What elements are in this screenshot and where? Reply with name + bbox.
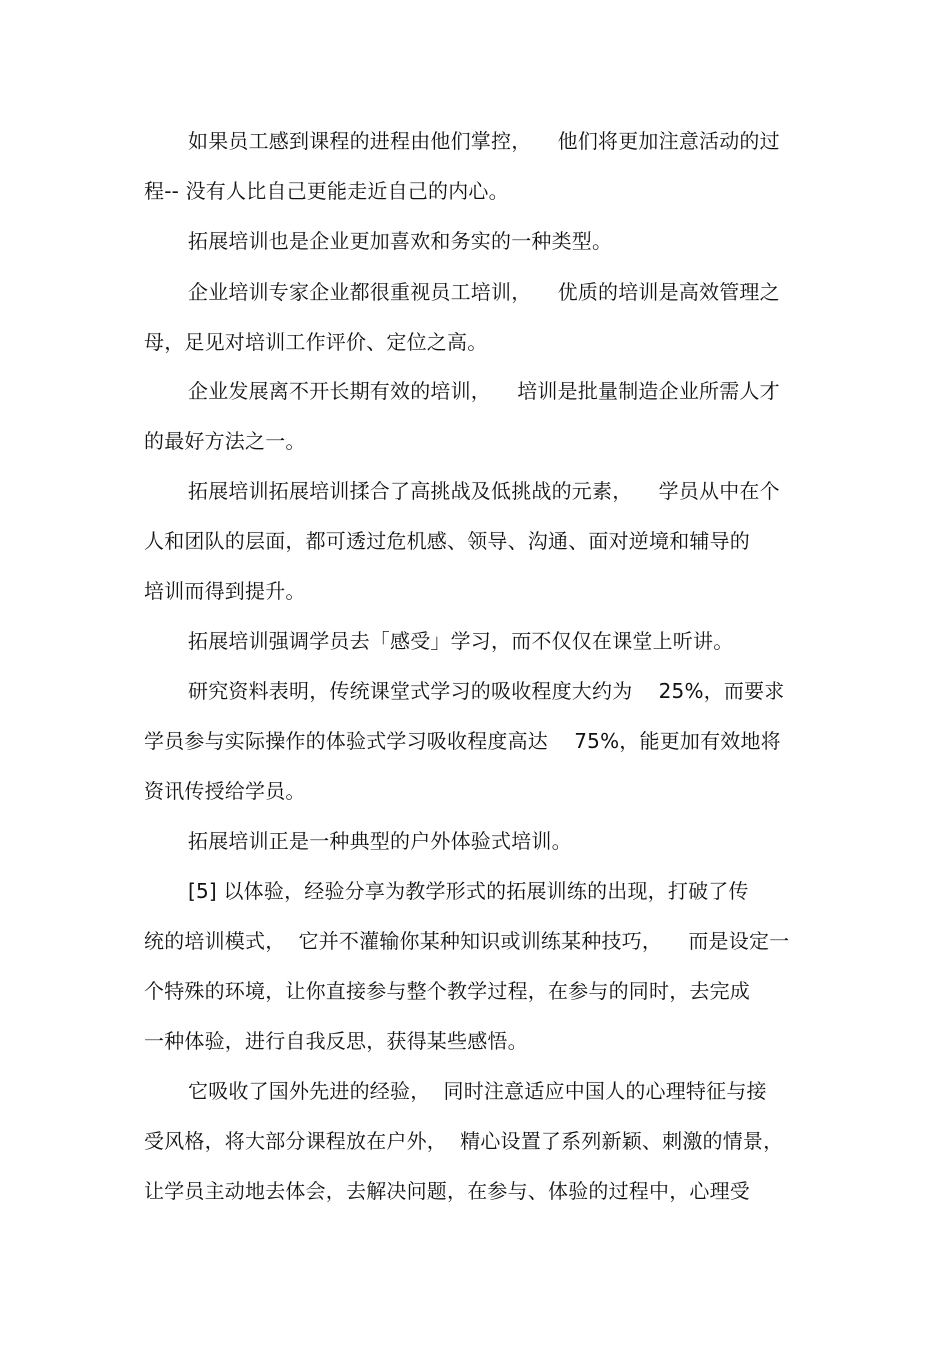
text-line: 拓展培训拓展培训揉合了高挑战及低挑战的元素， 学员从中在个 [188,479,780,503]
text-line: 让学员主动地去体会，去解决问题，在参与、体验的过程中，心理受 [144,1179,750,1203]
text-line: 企业培训专家企业都很重视员工培训， 优质的培训是高效管理之 [188,280,780,304]
text-line: 拓展培训也是企业更加喜欢和务实的一种类型。 [188,229,613,253]
text-line: 一种体验，进行自我反思，获得某些感悟。 [144,1029,528,1053]
text-line: 它吸收了国外先进的经验， 同时注意适应中国人的心理特征与接 [188,1079,767,1103]
text-line: 统的培训模式， 它并不灌输你某种知识或训练某种技巧， 而是设定一 [144,929,790,953]
text-line: 企业发展离不开长期有效的培训， 培训是批量制造企业所需人才 [188,379,780,403]
text-line: 的最好方法之一。 [144,429,306,453]
text-line: 培训而得到提升。 [144,579,306,603]
text-line: 人和团队的层面，都可透过危机感、领导、沟通、面对逆境和辅导的 [144,529,750,553]
text-line: 母，足见对培训工作评价、定位之高。 [144,330,488,354]
text-line: 研究资料表明，传统课堂式学习的吸收程度大约为 25%，而要求 [188,679,785,703]
text-line: 如果员工感到课程的进程由他们掌控， 他们将更加注意活动的过 [188,129,780,153]
text-line: 拓展培训正是一种典型的户外体验式培训。 [188,829,572,853]
text-line: [5] 以体验，经验分享为教学形式的拓展训练的出现，打破了传 [188,879,749,903]
text-line: 受风格，将大部分课程放在户外， 精心设置了系列新颖、刺激的情景， [144,1129,784,1153]
text-line: 资讯传授给学员。 [144,779,306,803]
text-line: 个特殊的环境，让你直接参与整个教学过程，在参与的同时，去完成 [144,979,750,1003]
text-line: 学员参与实际操作的体验式学习吸收程度高达 75%，能更加有效地将 [144,729,781,753]
text-line: 程-- 没有人比自己更能走近自己的内心。 [144,179,509,203]
text-line: 拓展培训强调学员去「感受」学习，而不仅仅在课堂上听讲。 [188,629,734,653]
